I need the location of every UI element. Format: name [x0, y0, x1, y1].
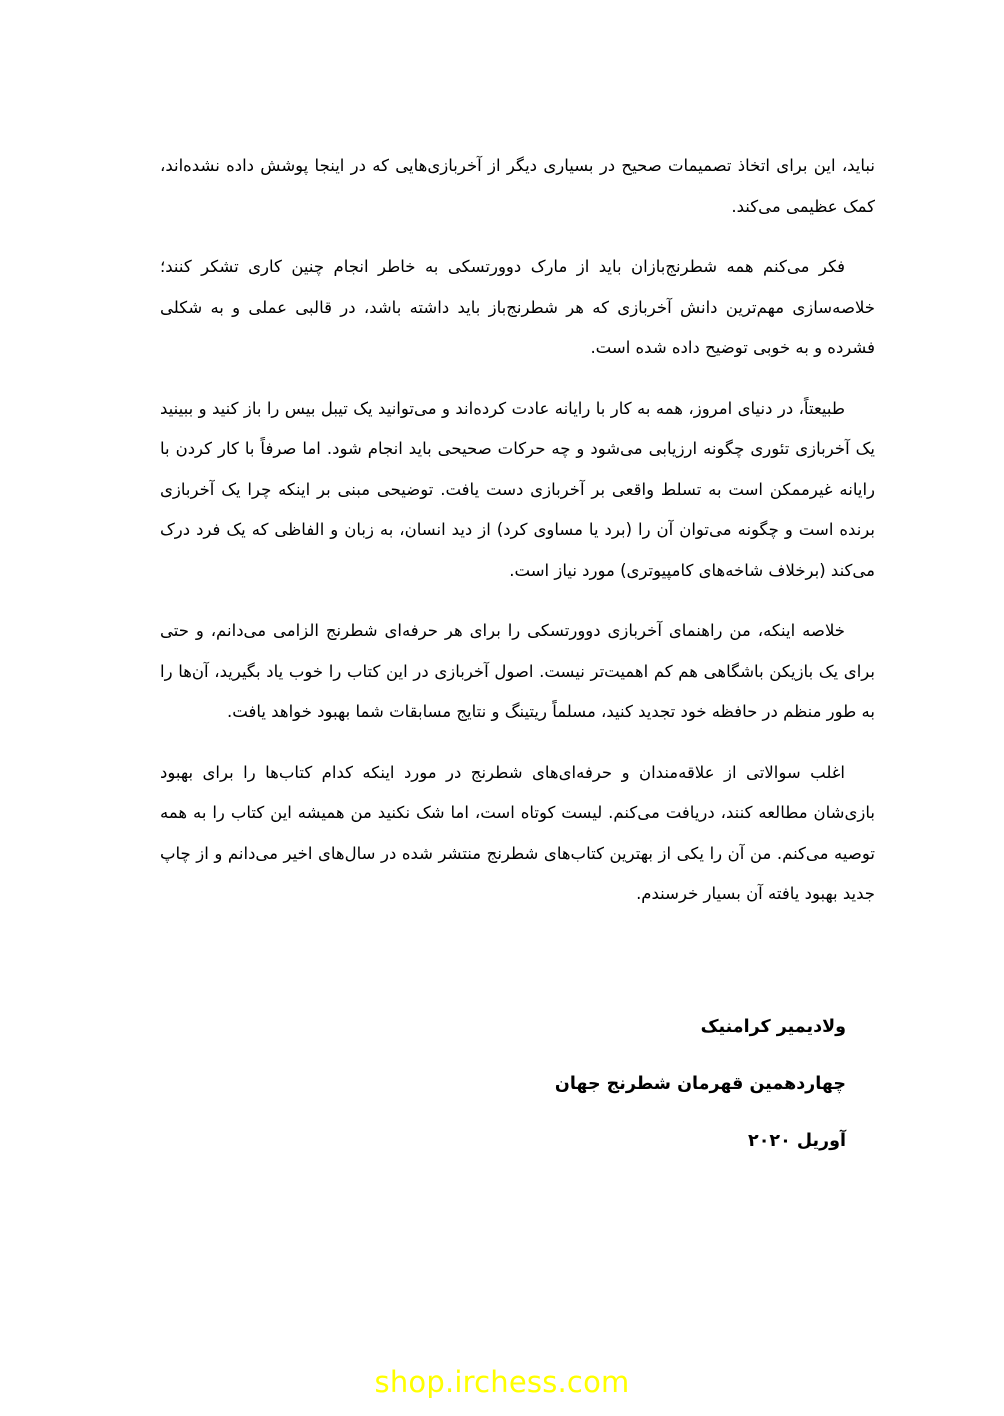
paragraph: فکر می‌کنم همه شطرنج‌بازان باید از مارک دوورتسکی به خاطر انجام چنین کاری تشکر کنند؛ خلاصه‌سازی مهم‌ترین دانش آخربازی که هر شطرنج‌باز باید داشته باشد، در قالبی عملی و به شکلی فشرده و به خوبی توضیح داده شده است.	[160, 257, 875, 357]
signature-block	[555, 1007, 846, 1178]
paragraph: خلاصه اینکه، من راهنمای آخربازی دوورتسکی را برای هر حرفه‌ای شطرنج الزامی می‌دانم، و حتی برای یک بازیکن باشگاهی هم کم اهمیت‌تر نیست. اصول آخربازی در این کتاب را خوب یاد بگیرید، آن‌ها را به طور منظم در حافظه خود تجدید کنید، مسلماً ریتینگ و نتایج مسابقات شما بهبود خواهد یافت.	[160, 621, 875, 721]
foreword-body	[160, 146, 875, 935]
author-name: ولادیمیر کرامنیک	[700, 1017, 846, 1037]
paragraph-continuation: نباید، این برای اتخاذ تصمیمات صحیح در بسیاری دیگر از آخربازی‌هایی که در اینجا پوشش داده نشده‌اند، کمک عظیمی می‌کند.	[160, 156, 875, 216]
signature-date: آوریل ۲۰۲۰	[748, 1131, 846, 1151]
paragraph: اغلب سوالاتی از علاقه‌مندان و حرفه‌ای‌های شطرنج در مورد اینکه کدام کتاب‌ها را برای بهبود بازی‌شان مطالعه کنند، دریافت می‌کنم. لیست کوتاه است، اما شک نکنید من همیشه این کتاب را به همه توصیه می‌کنم. من آن را یکی از بهترین کتاب‌های شطرنج منتشر شده در سال‌های اخیر می‌دانم و از چاپ جدید بهبود یافته آن بسیار خرسندم.	[160, 762, 875, 903]
author-title: چهاردهمین قهرمان شطرنج جهان	[554, 1074, 846, 1094]
watermark-url: shop.irchess.com	[374, 1365, 630, 1399]
paragraph: طبیعتاً، در دنیای امروز، همه به کار با رایانه عادت کرده‌اند و می‌توانید یک تیبل بیس را باز کنید و ببینید یک آخربازی تئوری چگونه ارزیابی می‌شود و چه حرکات صحیحی باید انجام شود. اما صرفاً با کار کردن با رایانه غیرممکن است به تسلط واقعی بر آخربازی دست یافت. توضیحی مبنی بر اینکه چرا یک آخربازی برنده است و چگونه می‌توان آن را (برد یا مساوی کرد) از دید انسان، به زبان و الفاظی که یک فرد درک می‌کند (برخلاف شاخه‌های کامپیوتری) مورد نیاز است.	[160, 398, 875, 580]
